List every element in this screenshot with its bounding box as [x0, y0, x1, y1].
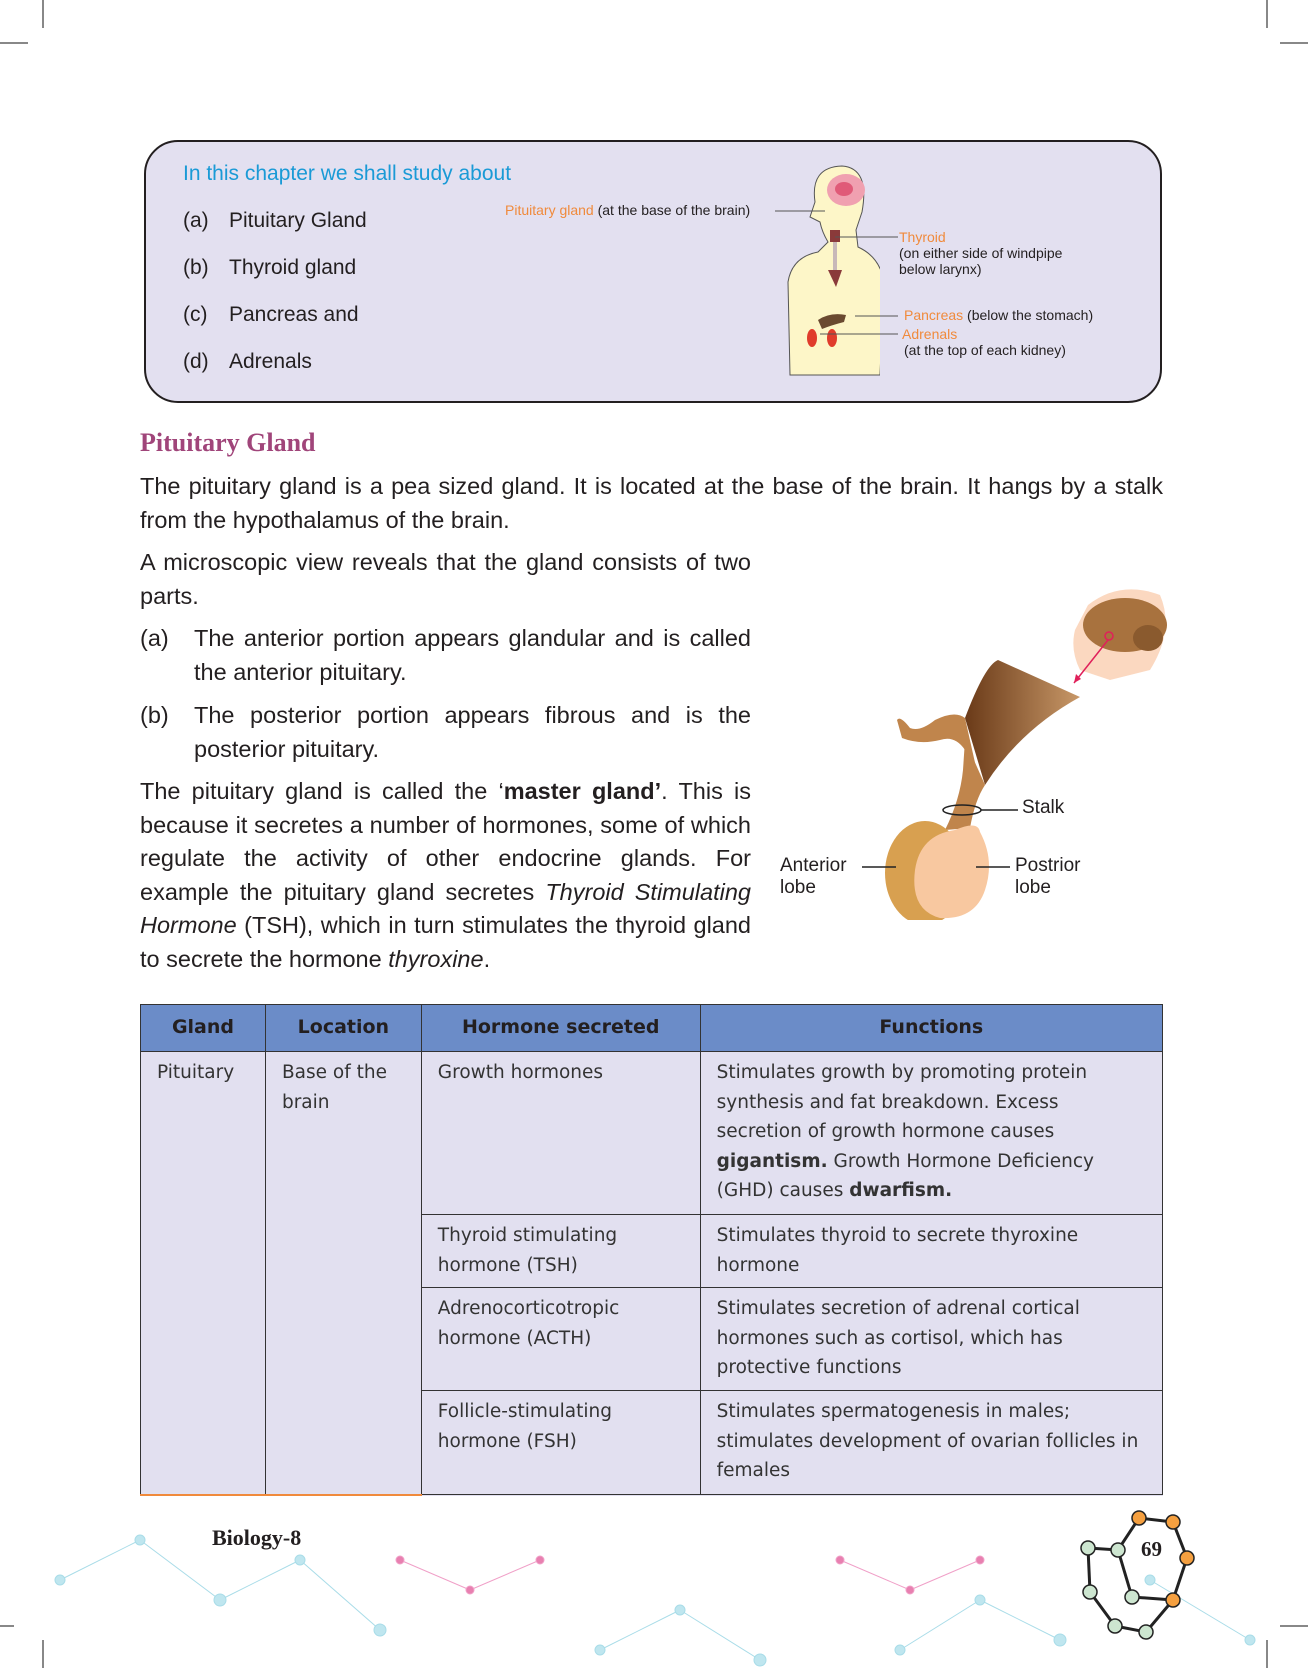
item-text: Pituitary Gland — [229, 209, 367, 232]
italic-text: Thyroid Stimulating Hormone — [140, 878, 751, 938]
header-functions: Functions — [700, 1005, 1162, 1052]
list-item — [140, 622, 751, 689]
paragraph: A microscopic view reveals that the gland consists of two parts. — [140, 549, 751, 609]
item-label: (d) — [183, 350, 209, 373]
callout-name: Adrenals — [902, 326, 958, 342]
crop-mark — [1280, 42, 1308, 44]
label-line: Postrior — [1015, 855, 1081, 876]
text: Growth Hormone Deficiency (GHD) causes — [716, 1150, 1095, 1201]
overview-item — [183, 350, 312, 374]
callout-note: (on either side of windpipe — [899, 245, 1063, 261]
callout-note: (at the base of the brain) — [597, 202, 751, 218]
stalk-label: Stalk — [1022, 797, 1065, 818]
header-gland: Gland — [141, 1005, 266, 1052]
list-item — [140, 699, 751, 766]
paragraph — [140, 775, 751, 976]
text: Stimulates growth by promoting protein synthesis and fat breakdown. Excess secretion of growth hormone causes — [716, 1062, 1088, 1142]
text: (TSH), which in turn stimulates the thyroid gland to secrete the hormone — [140, 912, 751, 972]
leader-lines — [770, 200, 900, 360]
molecule-background-decoration — [0, 1500, 1308, 1668]
item-text: Pancreas and — [229, 303, 359, 326]
list-label: (a) — [140, 625, 169, 651]
label-line: lobe — [780, 877, 816, 898]
gland-cell: Pituitary — [141, 1052, 266, 1495]
table-row — [141, 1052, 1163, 1215]
callout-note: (at the top of each kidney) — [904, 342, 1066, 358]
function-cell: Stimulates secretion of adrenal cortical hormones such as cortisol, which has protective functions — [700, 1288, 1162, 1391]
page-number: 69 — [1141, 1537, 1162, 1561]
list-text: The anterior portion appears glandular and is called the anterior pituitary. — [194, 625, 751, 685]
item-label: (c) — [183, 303, 208, 326]
callout-name: Thyroid — [899, 229, 946, 245]
function-cell — [700, 1052, 1162, 1215]
callout-note: below larynx) — [899, 261, 982, 277]
item-text: Adrenals — [229, 350, 312, 373]
overview-item — [183, 303, 359, 327]
bold-text: gigantism. — [716, 1150, 828, 1172]
function-cell: Stimulates thyroid to secrete thyroxine hormone — [700, 1215, 1162, 1288]
section-heading: Pituitary Gland — [140, 428, 316, 457]
overview-item — [183, 209, 367, 233]
item-label: (a) — [183, 209, 209, 232]
book-title: Biology-8 — [212, 1525, 302, 1550]
bold-text: master gland’ — [503, 778, 662, 804]
callout-note: (below the stomach) — [967, 307, 1094, 323]
bold-text: dwarfism. — [849, 1180, 953, 1201]
label-line: Anterior — [780, 855, 847, 876]
callout-name: Pancreas — [904, 307, 964, 323]
crop-mark — [42, 0, 44, 28]
list-text: The posterior portion appears fibrous and is the posterior pituitary. — [194, 702, 751, 762]
hormone-cell: Adrenocorticotropic hormone (ACTH) — [421, 1288, 700, 1391]
posterior-lobe-label — [1015, 855, 1080, 899]
hormone-table — [140, 1004, 1163, 1496]
hormone-cell: Growth hormones — [421, 1052, 700, 1215]
item-text: Thyroid gland — [229, 256, 357, 279]
header-hormone: Hormone secreted — [421, 1005, 700, 1052]
adrenals-callout — [902, 326, 1066, 358]
pancreas-callout — [904, 307, 1093, 323]
header-location: Location — [265, 1005, 421, 1052]
overview-item — [183, 256, 356, 280]
overview-title: In this chapter we shall study about — [183, 162, 512, 185]
hexagon-molecule-icon — [1088, 1518, 1187, 1632]
pituitary-callout — [505, 202, 750, 218]
thyroid-callout — [899, 229, 1062, 277]
callout-name: Pituitary gland — [505, 202, 594, 218]
list-label: (b) — [140, 702, 169, 728]
paragraph: The pituitary gland is a pea sized gland. It is located at the base of the brain. It hangs by a stalk from the hypothalamus of the brain. — [140, 473, 1163, 533]
hormone-cell: Follicle-stimulating hormone (FSH) — [421, 1391, 700, 1495]
hormone-cell: Thyroid stimulating hormone (TSH) — [421, 1215, 700, 1288]
item-label: (b) — [183, 256, 209, 279]
crop-mark — [1266, 0, 1268, 28]
text: . This is because it secretes a number of hormones, some of which regulate the activity of other endocrine glands. For example the pituitary gland secretes — [140, 778, 752, 905]
location-cell: Base of the brain — [265, 1052, 421, 1495]
crop-mark — [0, 42, 28, 44]
table-header-row — [141, 1005, 1163, 1052]
anterior-lobe-label — [780, 855, 847, 899]
text: . — [483, 945, 491, 972]
function-cell: Stimulates spermatogenesis in males; stimulates development of ovarian follicles in females — [700, 1391, 1162, 1495]
text: The pituitary gland is called the ‘ — [140, 778, 504, 804]
label-line: lobe — [1015, 877, 1051, 898]
italic-text: thyroxine — [388, 945, 484, 972]
